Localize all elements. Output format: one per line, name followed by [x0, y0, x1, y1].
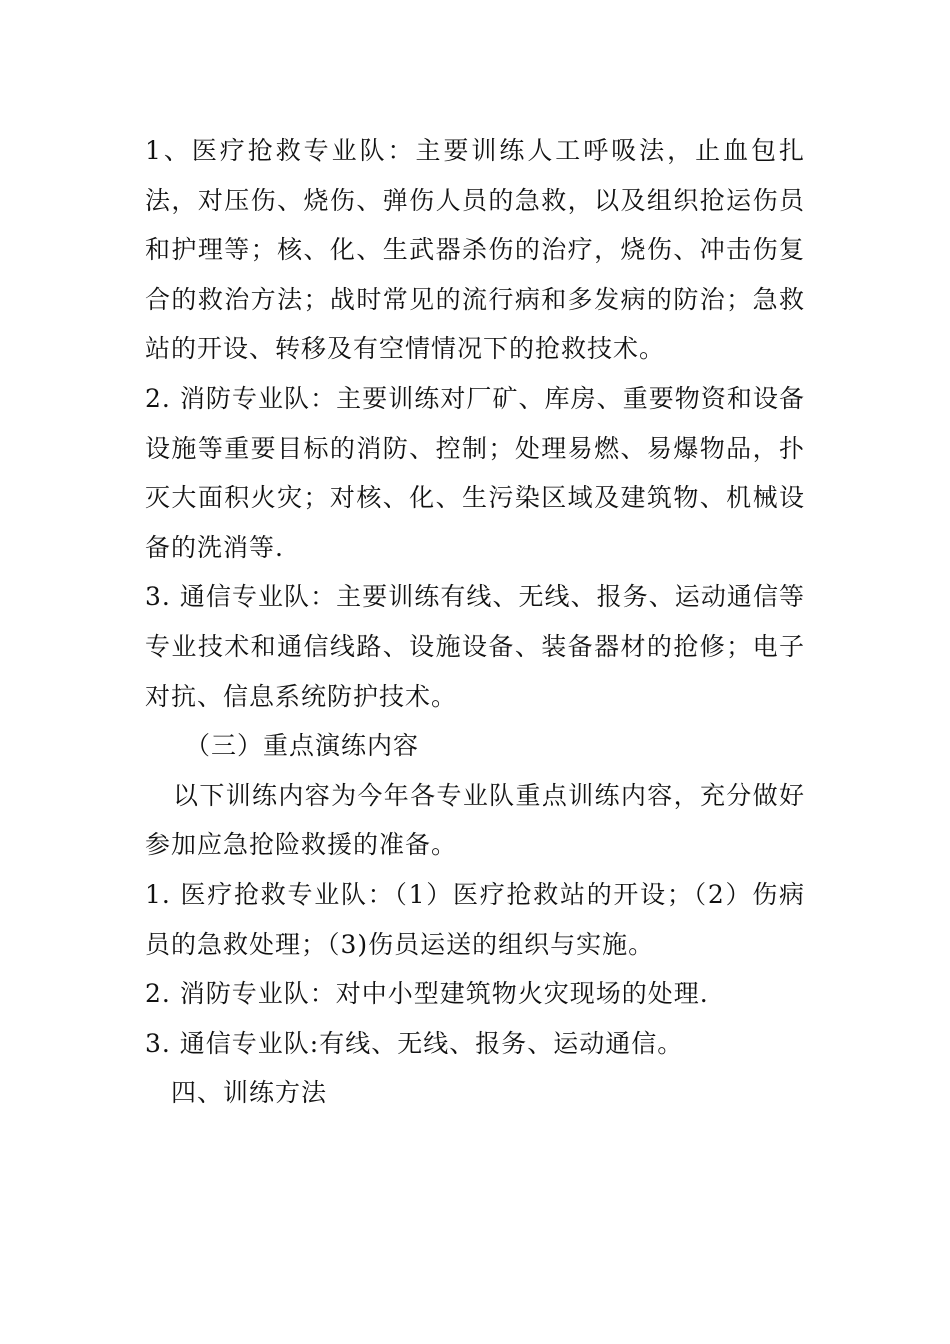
- medical-team-training-paragraph: 1、医疗抢救专业队：主要训练人工呼吸法，止血包扎法，对压伤、烧伤、弹伤人员的急救，以及组织抢运伤员和护理等；核、化、生武器杀伤的治疗，烧伤、冲击伤复合的救治方法；战时常见的流行病和多发病的防治；急救站的开设、转移及有空情情况下的抢救技术。: [145, 136, 805, 364]
- medical-team-drill-paragraph: 1. 医疗抢救专业队：（1）医疗抢救站的开设；（2）伤病员的急救处理；（3)伤员运送的组织与实施。: [145, 879, 805, 959]
- communication-team-training-paragraph: 3. 通信专业队：主要训练有线、无线、报务、运动通信等专业技术和通信线路、设施设备、装备器材的抢修；电子对抗、信息系统防护技术。: [145, 582, 805, 711]
- communication-team-drill-paragraph: 3. 通信专业队:有线、无线、报务、运动通信。: [145, 1028, 684, 1058]
- key-drill-intro-paragraph: 以下训练内容为今年各专业队重点训练内容，充分做好参加应急抢险救援的准备。: [145, 780, 805, 860]
- fire-team-drill-paragraph: 2. 消防专业队：对中小型建筑物火灾现场的处理.: [145, 979, 709, 1009]
- training-methods-heading: 四、训练方法: [171, 1078, 328, 1108]
- key-drill-content-heading: （三）重点演练内容: [185, 731, 420, 761]
- fire-team-training-paragraph: 2. 消防专业队：主要训练对厂矿、库房、重要物资和设备设施等重要目标的消防、控制；处理易燃、易爆物品，扑灭大面积火灾；对核、化、生污染区域及建筑物、机械设备的洗消等.: [145, 383, 805, 562]
- document-body: [145, 126, 805, 1118]
